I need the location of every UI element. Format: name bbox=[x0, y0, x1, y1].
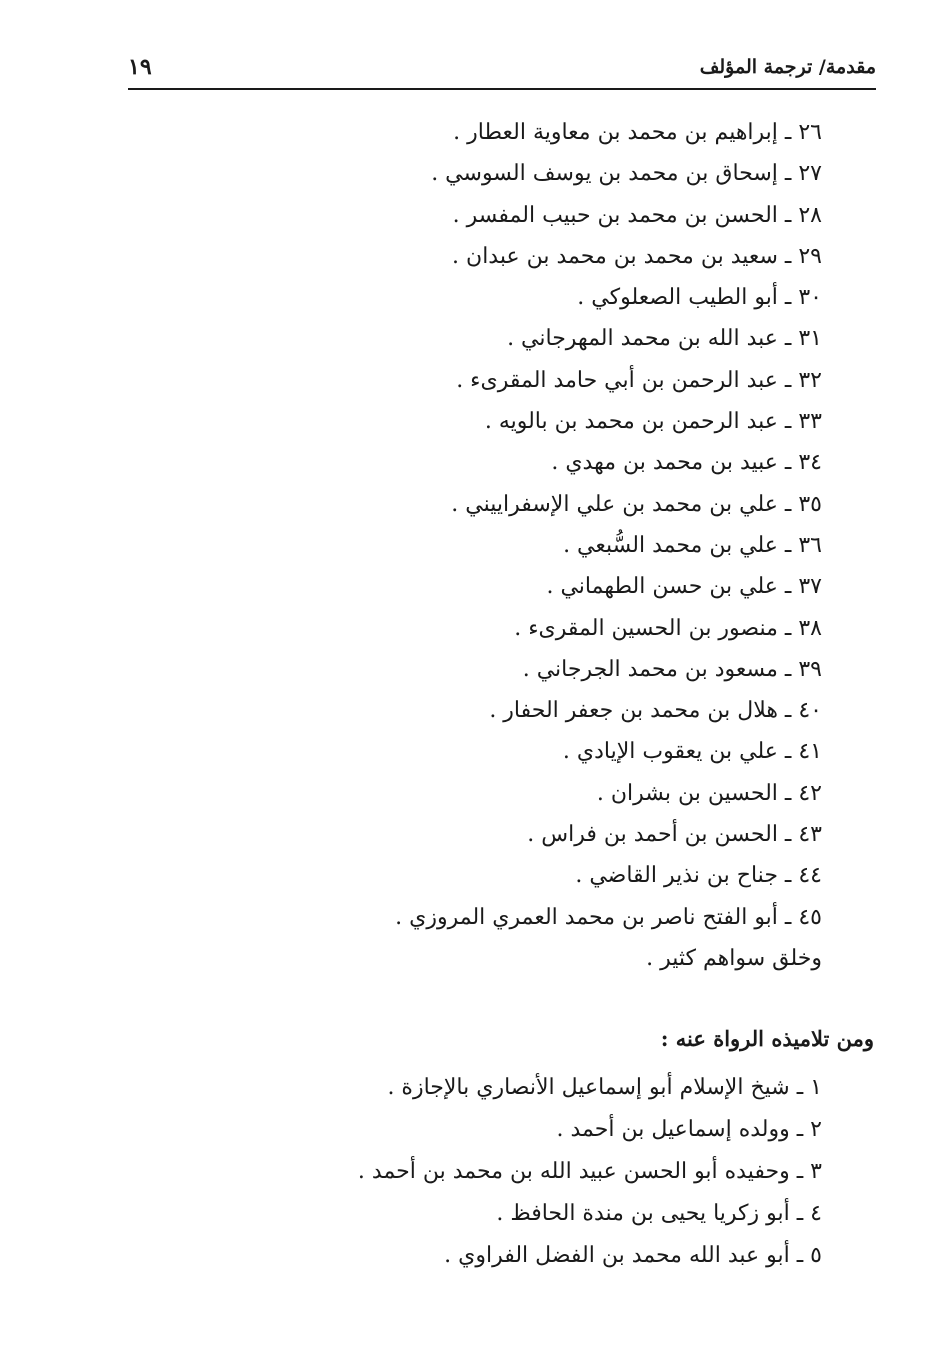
teachers-list bbox=[122, 112, 822, 979]
list-item: ٣٢ ـ عبد الرحمن بن أبي حامد المقرىء . bbox=[456, 367, 822, 393]
list-item: ٣٠ ـ أبو الطيب الصعلوكي . bbox=[577, 285, 822, 311]
list-item: ٣٥ ـ علي بن محمد بن علي الإسفراييني . bbox=[451, 491, 822, 517]
list-item: ١ ـ شيخ الإسلام أبو إسماعيل الأنصاري بالإجازة . bbox=[387, 1075, 822, 1101]
list-item: ٤٥ ـ أبو الفتح ناصر بن محمد العمري المروزي . bbox=[395, 904, 822, 930]
list-item: ٢٦ ـ إبراهيم بن محمد بن معاوية العطار . bbox=[453, 120, 822, 145]
list-item: ٤٤ ـ جناح بن نذير القاضي . bbox=[575, 863, 822, 889]
list-item: ٣٣ ـ عبد الرحمن بن محمد بن بالويه . bbox=[484, 409, 822, 435]
list-item: ٤٣ ـ الحسن بن أحمد بن فراس . bbox=[527, 822, 822, 848]
page-number: ١٩ bbox=[128, 54, 152, 80]
page-header bbox=[128, 52, 876, 90]
list-item: ٥ ـ أبو عبد الله محمد بن الفضل الفراوي . bbox=[444, 1243, 822, 1269]
list-item: ٣٤ ـ عبيد بن محمد بن مهدي . bbox=[551, 450, 822, 476]
list-item: ٢٨ ـ الحسن بن محمد بن حبيب المفسر . bbox=[452, 202, 822, 228]
list-item: ٤١ ـ علي بن يعقوب الإيادي . bbox=[562, 739, 822, 765]
list-item: ٣٦ ـ علي بن محمد السُّبعي . bbox=[563, 532, 822, 558]
list-item: ٢٩ ـ سعيد بن محمد بن محمد بن عبدان . bbox=[452, 243, 822, 269]
list-item: ٣ ـ وحفيده أبو الحسن عبيد الله بن محمد بن أحمد . bbox=[357, 1159, 822, 1185]
list-item: ٣٩ ـ مسعود بن محمد الجرجاني . bbox=[522, 656, 822, 682]
list-item: ٤ ـ أبو زكريا يحيى بن مندة الحافظ . bbox=[496, 1201, 822, 1227]
page-body bbox=[122, 112, 874, 1277]
list-item: ٢ ـ وولده إسماعيل بن أحمد . bbox=[556, 1117, 822, 1143]
list-item: ٣٨ ـ منصور بن الحسين المقرىء . bbox=[514, 615, 822, 641]
running-header-title: مقدمة/ ترجمة المؤلف bbox=[699, 56, 876, 78]
list-item: ٤٢ ـ الحسين بن بشران . bbox=[596, 780, 822, 806]
students-heading: ومن تلاميذه الرواة عنه : bbox=[660, 1026, 874, 1052]
students-list bbox=[122, 1067, 822, 1277]
closing-note: وخلق سواهم كثير . bbox=[646, 945, 822, 971]
list-item: ٢٧ ـ إسحاق بن محمد بن يوسف السوسي . bbox=[431, 161, 822, 187]
list-item: ٤٠ ـ هلال بن محمد بن جعفر الحفار . bbox=[489, 698, 822, 724]
list-item: ٣١ ـ عبد الله بن محمد المهرجاني . bbox=[507, 326, 822, 352]
list-item: ٣٧ ـ علي بن حسن الطهماني . bbox=[546, 574, 822, 600]
